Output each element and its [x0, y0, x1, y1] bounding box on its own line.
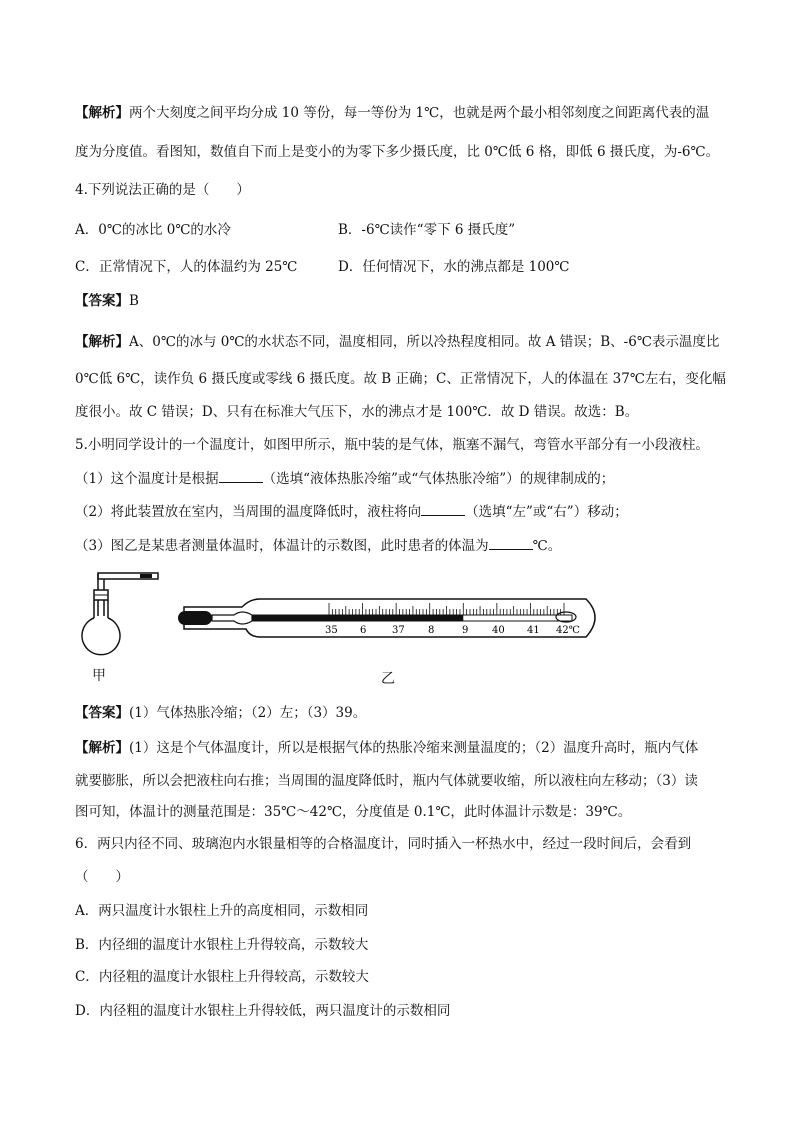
blank-1	[219, 470, 263, 483]
q4-analysis-line-2: 0℃低 6℃，读作负 6 摄氏度或零线 6 摄氏度。故 B 正确；C、正常情况下，人的体温在 37℃左右，变化幅	[75, 371, 726, 387]
q6-option-d: D．内径粗的温度计水银柱上升得较低，两只温度计的示数相同	[75, 1003, 451, 1019]
q6-option-a: A．两只温度计水银柱上升的高度相同，示数相同	[75, 903, 369, 919]
mercury-column	[252, 615, 463, 621]
q6-stem: 6．两只内径不同、玻璃泡内水银量相等的合格温度计，同时插入一杯热水中，经过一段时间后，会看到	[75, 836, 692, 852]
tick-label-35: 35	[325, 625, 338, 636]
analysis-line-1: 【解析】两个大刻度之间平均分成 10 等份，每一等份为 1℃，也就是两个最小相邻刻度之间距离代表的温	[75, 105, 710, 121]
flask-diagram	[70, 568, 170, 668]
clinical-thermometer	[172, 595, 612, 645]
q4-answer: 【答案】B	[75, 293, 139, 309]
q5-analysis-line-3: 图可知，体温计的测量范围是：35℃～42℃，分度值是 0.1℃，此时体温计示数是：39℃。	[75, 804, 632, 820]
flask-bulb	[82, 618, 120, 655]
q5-part-2: （2）将此装置放在室内，当周围的温度降低时，液柱将向 （选填“左”或“右”）移动；	[75, 504, 628, 520]
q6-option-b: B．内径细的温度计水银柱上升得较高，示数较大	[75, 937, 369, 953]
tick-label-40: 40	[492, 625, 505, 636]
tick-label-37: 37	[392, 625, 405, 636]
scale-ticks	[329, 603, 564, 615]
tick-label-42: 42℃	[556, 625, 580, 636]
blank-2	[421, 503, 465, 516]
q5-analysis-line-2: 就要膨胀，所以会把液柱向右推；当周围的温度降低时，瓶内气体就要收缩，所以液柱向左移动；（3）读	[75, 773, 698, 789]
analysis-tag: 【解析】	[75, 105, 129, 121]
q5-answer: 【答案】(1）气体热胀冷缩；（2）左；（3）39。	[75, 705, 367, 721]
blank-3	[489, 537, 533, 550]
tick-label-41: 41	[527, 625, 540, 636]
tick-label-38: 8	[428, 625, 435, 636]
q4-analysis-line-1: 【解析】A、0℃的冰与 0℃的水状态不同，温度相同，所以冷热程度相同。故 A 错误；B、-6℃表示温度比	[75, 334, 720, 350]
liquid-column	[140, 574, 152, 578]
tick-label-39: 9	[462, 625, 469, 636]
q6-stem-blank: （ ）	[75, 869, 129, 885]
q4-option-d: D．任何情况下，水的沸点都是 100℃	[338, 259, 570, 275]
q5-stem: 5.小明同学设计的一个温度计，如图甲所示，瓶中装的是气体，瓶塞不漏气，弯管水平部分有一小段液柱。	[75, 437, 709, 453]
q5-analysis-line-1: 【解析】(1）这是个气体温度计，所以是根据气体的热胀冷缩来测量温度的；（2）温度升高时，瓶内气体	[75, 740, 699, 756]
analysis-line-2: 度为分度值。看图知，数值自下而上是变小的为零下多少摄氏度，比 0℃低 6 格，即低 6 摄氏度，为-6℃。	[75, 144, 720, 160]
q4-option-c: C．正常情况下，人的体温约为 25℃	[75, 259, 298, 275]
q5-part-3: （3）图乙是某患者测量体温时，体温计的示数图，此时患者的体温为 ℃。	[75, 538, 562, 554]
tick-label-36: 6	[360, 625, 367, 636]
q4-option-b: B．-6℃读作“零下 6 摄氏度”	[338, 222, 516, 238]
q4-option-a: A．0℃的冰比 0℃的水冷	[75, 222, 231, 238]
mercury-bulb	[178, 611, 212, 625]
q4-analysis-line-3: 度很小。故 C 错误；D、只有在标准大气压下，水的沸点才是 100℃．故 D 错误。故选：B。	[75, 404, 639, 420]
q6-option-c: C．内径粗的温度计水银柱上升得较高，示数较大	[75, 969, 369, 985]
constriction	[212, 612, 252, 624]
q4-stem: 4.下列说法正确的是（ ）	[75, 182, 250, 198]
figure-label-yi: 乙	[381, 671, 395, 687]
q5-part-1: （1）这个温度计是根据 （选填“液体热胀冷缩”或“气体热胀冷缩”）的规律制成的；	[75, 471, 615, 487]
figure-label-jia: 甲	[92, 668, 106, 684]
